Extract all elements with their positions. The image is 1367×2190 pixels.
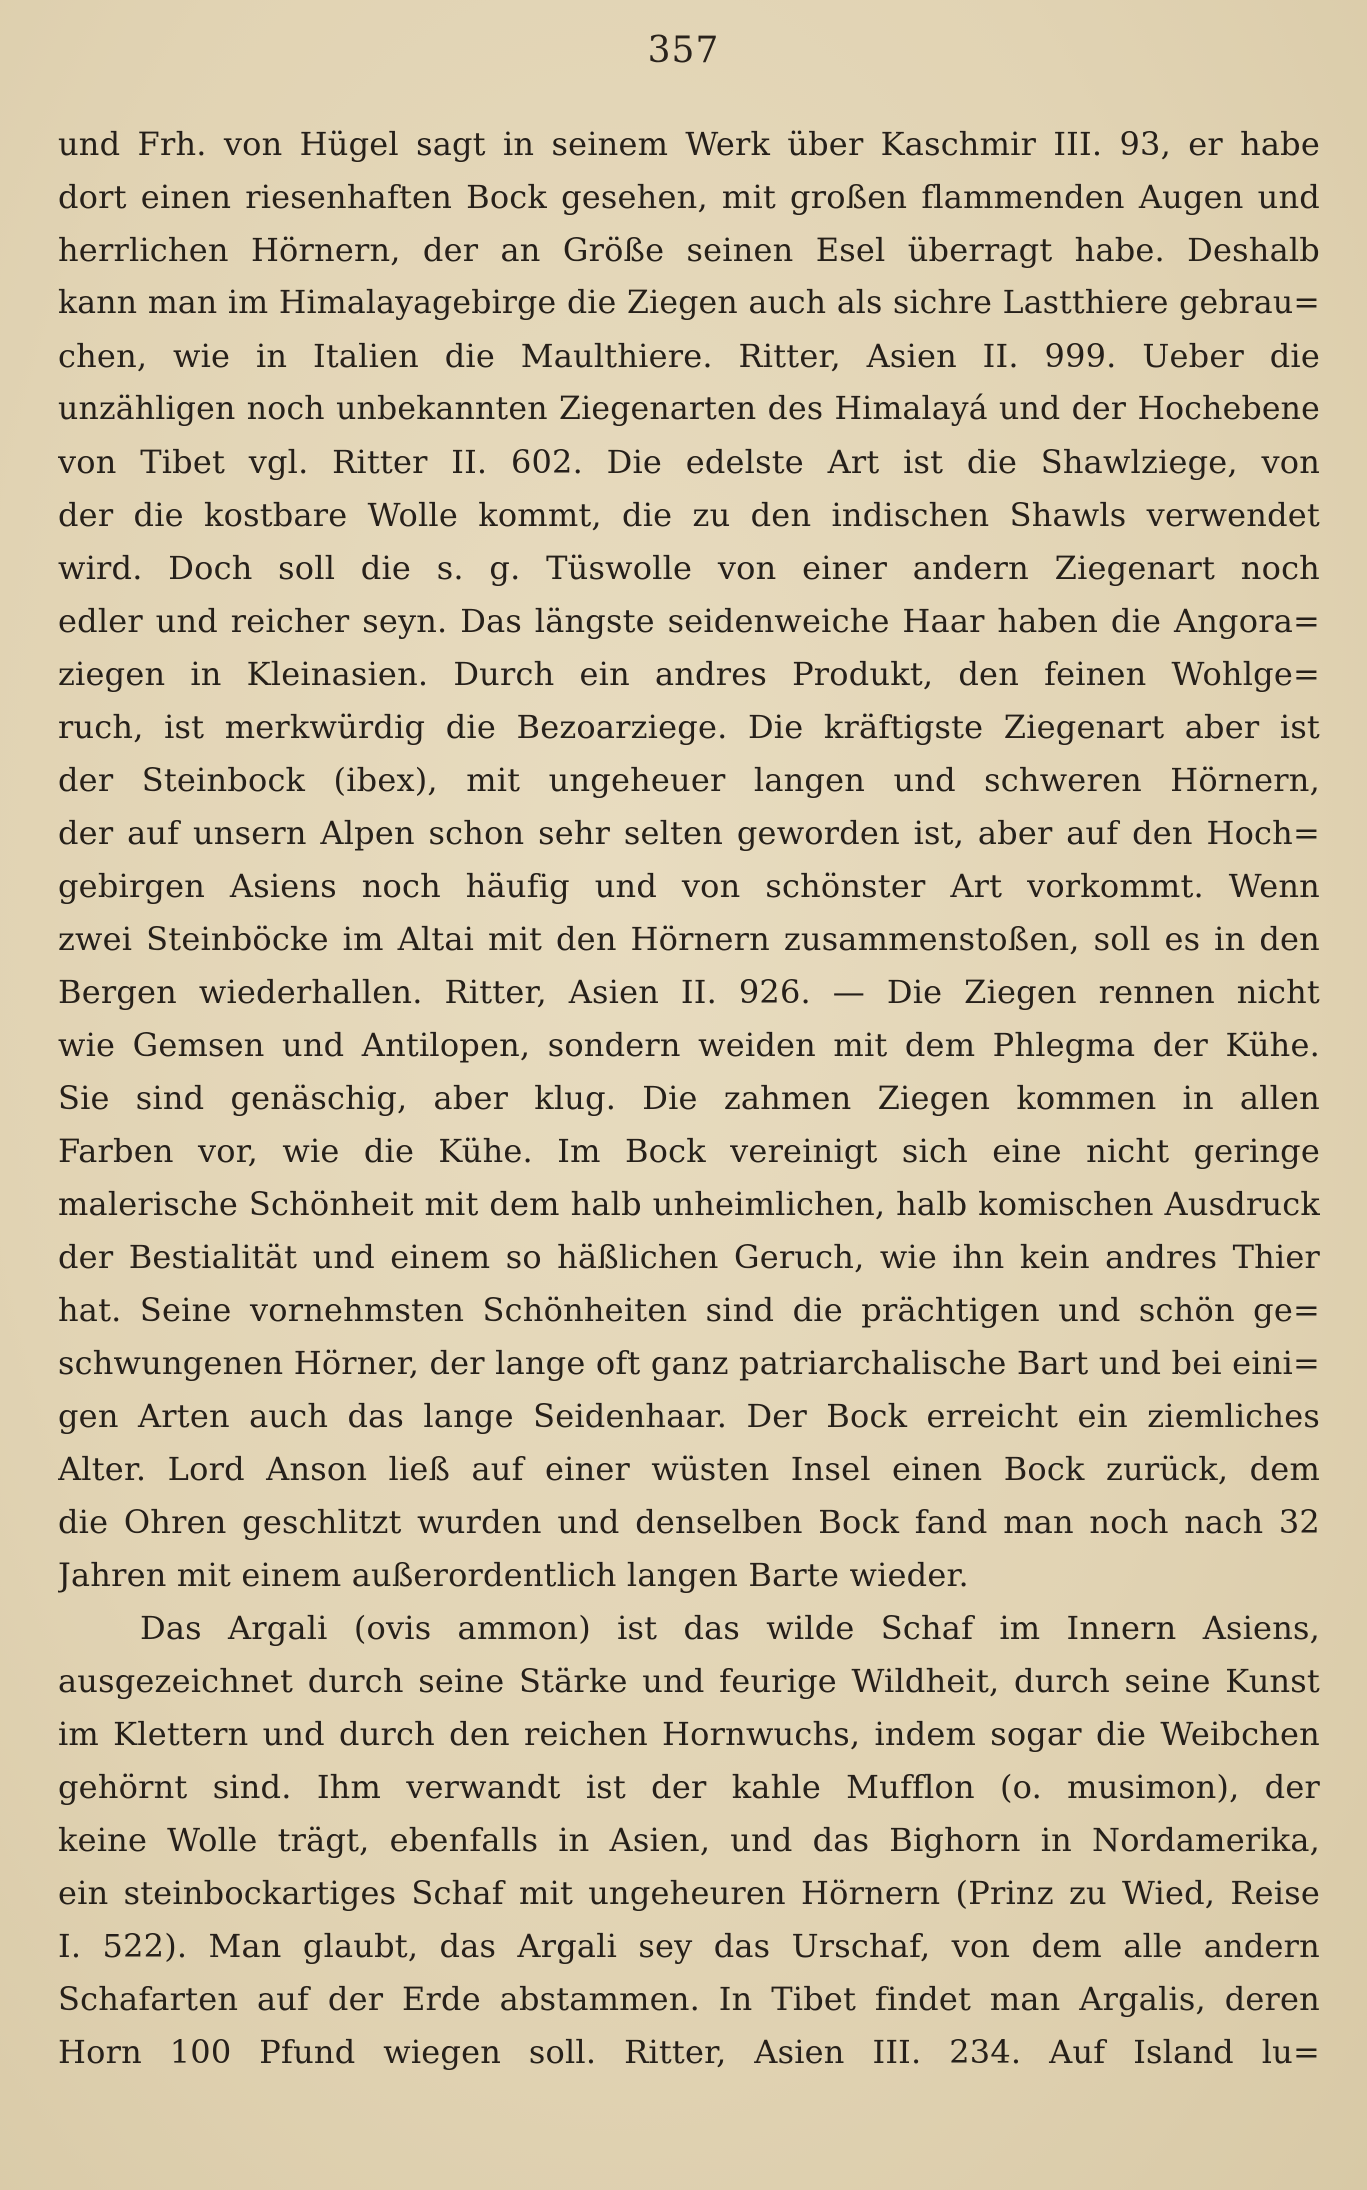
- text-line: chen, wie in Italien die Maulthiere. Ritter, Asien II. 999. Ueber die: [58, 337, 1320, 375]
- text-line: zwei Steinböcke im Altai mit den Hörnern zusammenstoßen, soll es in den: [58, 920, 1320, 958]
- text-line: wird. Doch soll die s. g. Tüswolle von einer andern Ziegenart noch: [58, 549, 1320, 587]
- text-line: gebirgen Asiens noch häufig und von schönster Art vorkommt. Wenn: [58, 867, 1320, 905]
- text-line: der Bestialität und einem so häßlichen Geruch, wie ihn kein andres Thier: [58, 1238, 1320, 1276]
- text-line: Farben vor, wie die Kühe. Im Bock vereinigt sich eine nicht geringe: [58, 1132, 1320, 1170]
- text-line: der Steinbock (ibex), mit ungeheuer langen und schweren Hörnern,: [58, 761, 1320, 799]
- text-line: ruch, ist merkwürdig die Bezoarziege. Die kräftigste Ziegenart aber ist: [58, 708, 1320, 746]
- text-line: kann man im Himalayagebirge die Ziegen auch als sichre Lastthiere gebrau=: [58, 285, 1320, 321]
- text-line: im Klettern und durch den reichen Hornwuchs, indem sogar die Weibchen: [58, 1715, 1320, 1753]
- text-line: Horn 100 Pfund wiegen soll. Ritter, Asien III. 234. Auf Island lu=: [58, 2033, 1320, 2071]
- text-line: Bergen wiederhallen. Ritter, Asien II. 926. — Die Ziegen rennen nicht: [58, 973, 1320, 1011]
- text-line: I. 522). Man glaubt, das Argali sey das Urschaf, von dem alle andern: [58, 1927, 1320, 1965]
- text-line: der die kostbare Wolle kommt, die zu den indischen Shawls verwendet: [58, 496, 1320, 534]
- text-line: herrlichen Hörnern, der an Größe seinen Esel überragt habe. Deshalb: [58, 231, 1320, 269]
- text-line: unzähligen noch unbekannten Ziegenarten des Himalayá und der Hochebene: [58, 391, 1320, 427]
- text-line: edler und reicher seyn. Das längste seidenweiche Haar haben die Angora=: [58, 602, 1320, 640]
- text-line: der auf unsern Alpen schon sehr selten geworden ist, aber auf den Hoch=: [58, 814, 1320, 852]
- text-line: Schafarten auf der Erde abstammen. In Tibet findet man Argalis, deren: [58, 1980, 1320, 2018]
- text-line: gen Arten auch das lange Seidenhaar. Der Bock erreicht ein ziemliches: [58, 1397, 1320, 1435]
- text-line: keine Wolle trägt, ebenfalls in Asien, und das Bighorn in Nordamerika,: [58, 1821, 1320, 1859]
- paragraph-start-line: Das Argali (ovis ammon) ist das wilde Schaf im Innern Asiens,: [140, 1609, 1320, 1647]
- text-line: hat. Seine vornehmsten Schönheiten sind die prächtigen und schön ge=: [58, 1291, 1320, 1329]
- text-line: gehörnt sind. Ihm verwandt ist der kahle Mufflon (o. musimon), der: [58, 1768, 1320, 1806]
- text-line: Alter. Lord Anson ließ auf einer wüsten Insel einen Bock zurück, dem: [58, 1450, 1320, 1488]
- text-line: dort einen riesenhaften Bock gesehen, mit großen flammenden Augen und: [58, 178, 1320, 216]
- text-line: Sie sind genäschig, aber klug. Die zahmen Ziegen kommen in allen: [58, 1079, 1320, 1117]
- text-line: ein steinbockartiges Schaf mit ungeheuren Hörnern (Prinz zu Wied, Reise: [58, 1874, 1320, 1912]
- text-line: von Tibet vgl. Ritter II. 602. Die edelste Art ist die Shawlziege, von: [58, 443, 1320, 481]
- text-line: die Ohren geschlitzt wurden und denselben Bock fand man noch nach 32: [58, 1503, 1320, 1541]
- text-line: ziegen in Kleinasien. Durch ein andres Produkt, den feinen Wohlge=: [58, 655, 1320, 693]
- text-line: wie Gemsen und Antilopen, sondern weiden mit dem Phlegma der Kühe.: [58, 1026, 1320, 1064]
- body-text: [58, 118, 1320, 2079]
- text-line: und Frh. von Hügel sagt in seinem Werk über Kaschmir III. 93, er habe: [58, 125, 1320, 163]
- page-number: 357: [647, 30, 720, 71]
- text-line: malerische Schönheit mit dem halb unheimlichen, halb komischen Ausdruck: [58, 1185, 1320, 1223]
- text-line: ausgezeichnet durch seine Stärke und feurige Wildheit, durch seine Kunst: [58, 1662, 1320, 1700]
- paragraph-end-line: Jahren mit einem außerordentlich langen Barte wieder.: [58, 1556, 969, 1594]
- text-line: schwungenen Hörner, der lange oft ganz patriarchalische Bart und bei eini=: [58, 1344, 1320, 1382]
